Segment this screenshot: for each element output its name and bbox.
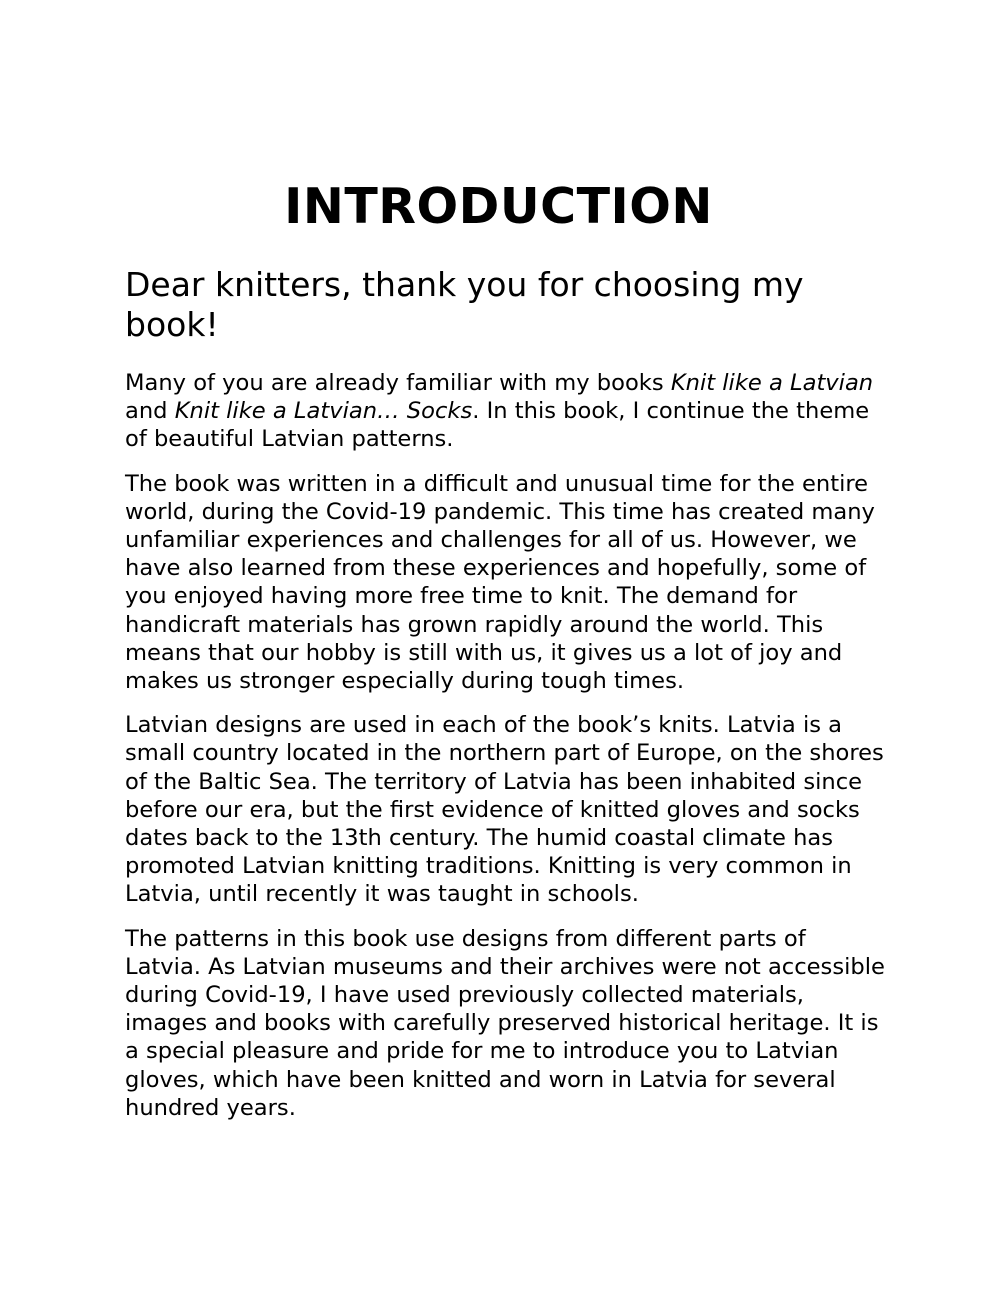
page-content <box>125 265 885 1138</box>
paragraph-books <box>125 369 885 454</box>
paragraph-latvian-designs: Latvian designs are used in each of the book’s knits. Latvia is a small country located in the northern part of Europe, on the shores of the Baltic Sea. The territory of Latvia has been inhabited since before our era, but the first evidence of knitted gloves and socks dates back to the 13th century. The humid coastal climate has promoted Latvian knitting traditions. Knitting is very common in Latvia, until recently it was taught in schools. <box>125 712 884 908</box>
greeting-heading: Dear knitters, thank you for choosing my book! <box>125 265 804 344</box>
paragraph-books-text-1: Many of you are already familiar with my books <box>125 370 671 396</box>
page-title: INTRODUCTION <box>284 178 713 235</box>
paragraph-books-text-2: and <box>125 398 175 425</box>
book-title-knit-like-a-latvian: Knit like a Latvian <box>670 370 874 396</box>
book-title-socks: Knit like a Latvian… Socks <box>174 398 473 425</box>
paragraph-patterns: The patterns in this book use designs from different parts of Latvia. As Latvian museums and their archives were not accessible during Covid-19, I have used previously collected materials, images and books with carefully preserved historical heritage. It is a special pleasure and pride for me to introduce you to Latvian gloves, which have been knitted and worn in Latvia for several hundred years. <box>125 925 885 1121</box>
paragraph-books-text-3: . In this book, I continue the theme of beautiful Latvian patterns. <box>125 398 870 453</box>
paragraph-pandemic: The book was written in a difficult and unusual time for the entire world, during the Covid-19 pandemic. This time has created many unfamiliar experiences and challenges for all of us. However, we have also learned from these experiences and hopefully, some of you enjoyed having more free time to knit. The demand for handicraft materials has grown rapidly around the world. This means that our hobby is still with us, it gives us a lot of joy and makes us stronger especially during tough times. <box>125 470 875 695</box>
